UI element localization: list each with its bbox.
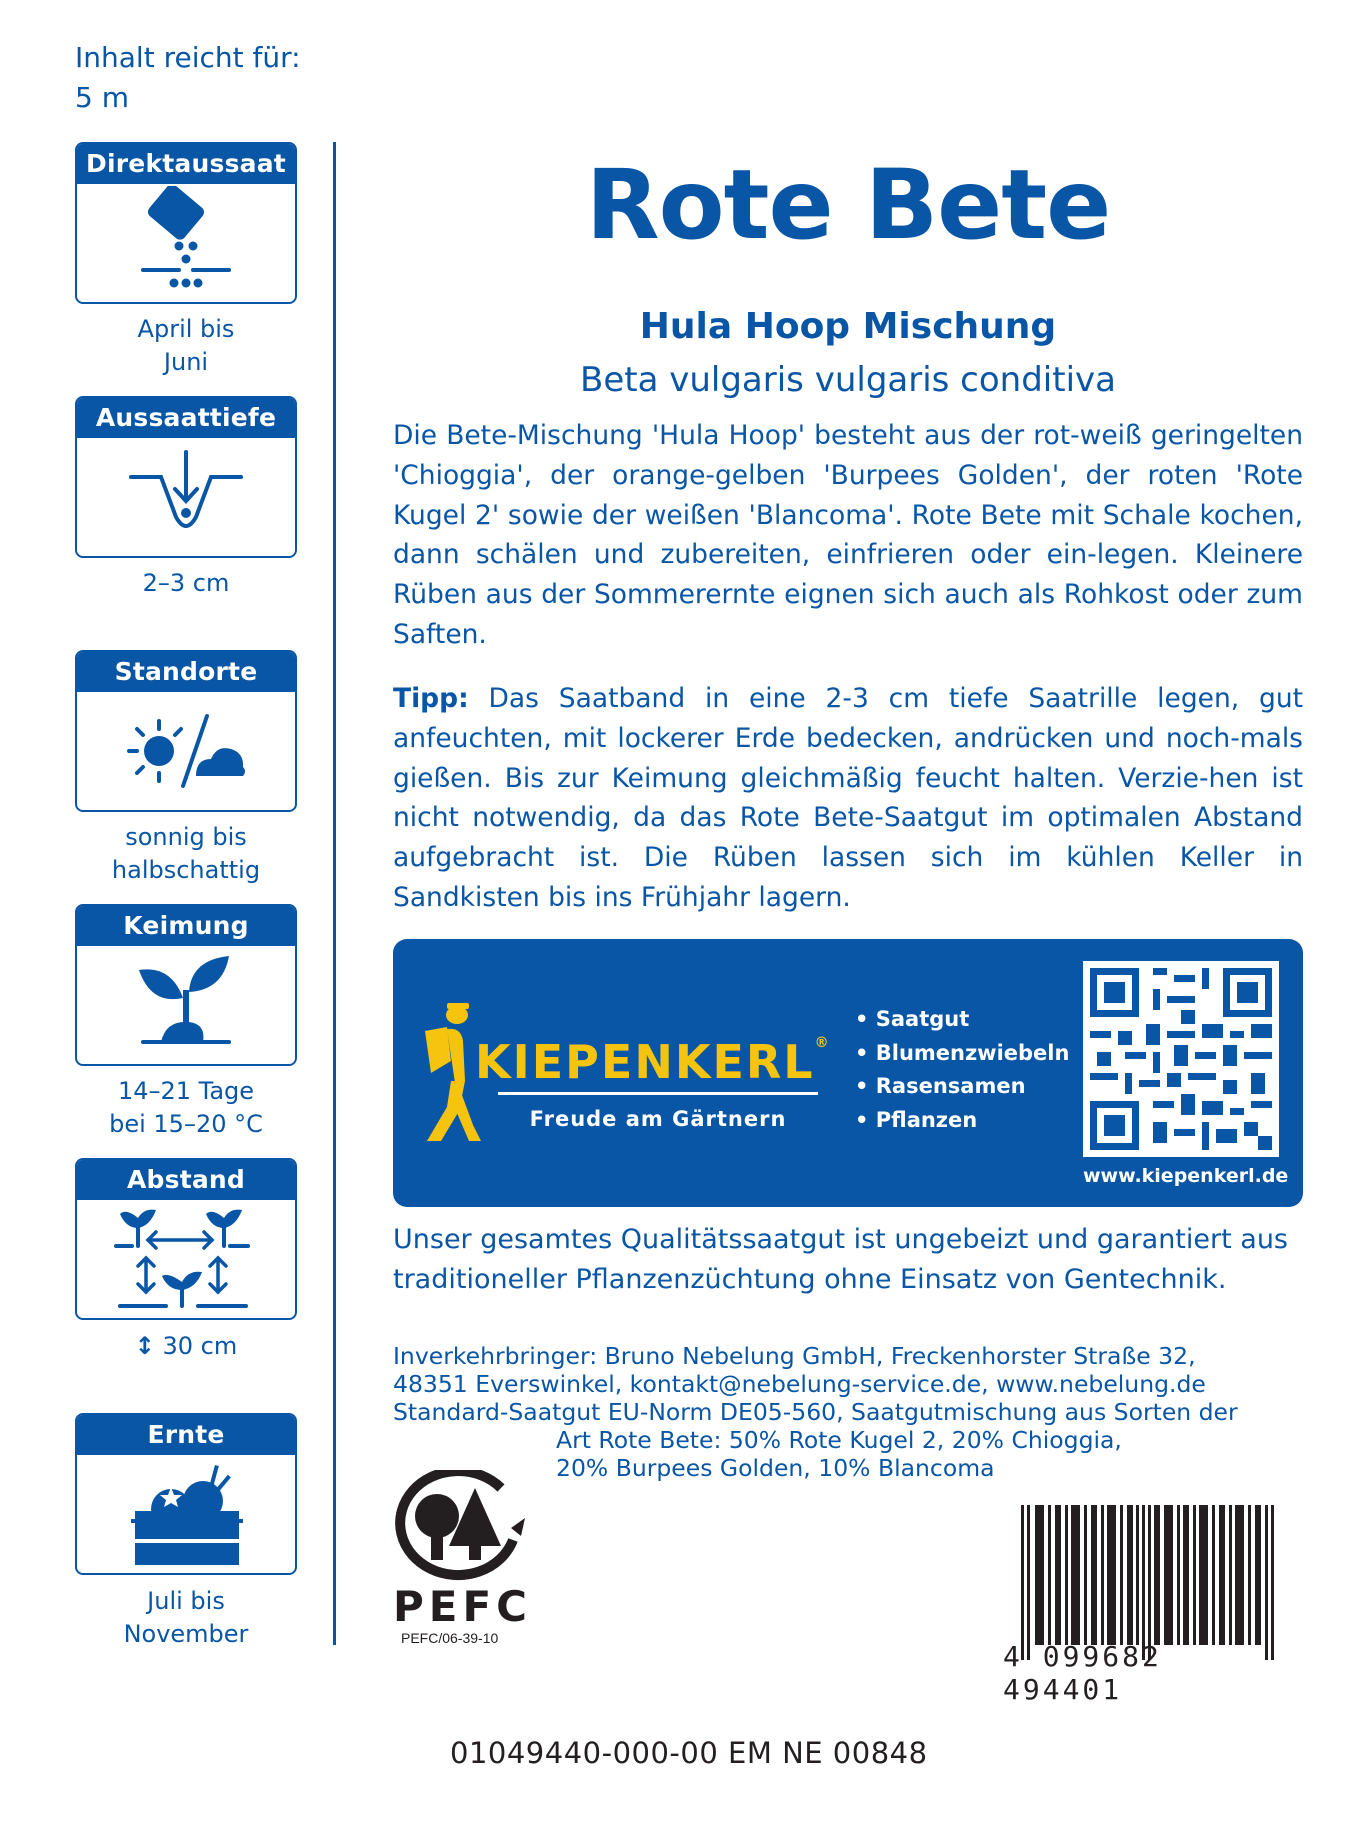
info-caption-sowing-depth: 2–3 cm [142, 569, 230, 597]
tip-text: Das Saatband in eine 2-3 cm tiefe Saatrille legen, gut anfeuchten, mit lockerer Erde bedecken, andrücken und noch-mals gießen. Bis zur Keimung gleichmäßig feucht halten. Verzie-hen ist nicht notwendig, da das Rote Bete-Saatgut im optimalen Abstand aufgebracht ist. Die Rüben lassen sich im kühlen Keller in Sandkisten bis ins Frühjahr lagern. [393, 683, 1303, 913]
info-box-direct-sowing [75, 142, 297, 304]
info-caption-direct-sowing: April bis Juni [137, 315, 235, 376]
harvest-crate-icon [111, 1459, 261, 1569]
info-box-harvest [75, 1413, 297, 1575]
barcode-number: 4 099682 494401 [1003, 1640, 1162, 1706]
coverage-info [75, 38, 301, 118]
pefc-label: PEFC [393, 1582, 532, 1631]
list-item: • Pflanzen [855, 1104, 1069, 1138]
tip-paragraph [393, 679, 1303, 918]
coverage-value: 5 m [75, 81, 129, 114]
qr-code-icon [1083, 961, 1279, 1157]
info-box-title: Aussaattiefe [77, 398, 295, 438]
info-box-spacing [75, 1158, 297, 1320]
barcode [1003, 1505, 1285, 1706]
quality-statement: Unser gesamtes Qualitätssaatgut ist ungebeizt und garantiert aus traditioneller Pflanzenzüchtung ohne Einsatz von Gentechnik. [393, 1224, 1288, 1295]
product-category-list [855, 1003, 1069, 1137]
spacing-icon [106, 1202, 266, 1317]
sowing-icon [111, 186, 261, 301]
variety-name: Hula Hoop Mischung [639, 306, 1057, 347]
column-divider [333, 142, 336, 1645]
seedling-icon [111, 950, 261, 1060]
product-title: Rote Bete [585, 149, 1111, 261]
qr-code[interactable] [1083, 961, 1279, 1157]
info-caption-harvest: Juli bis November [123, 1587, 249, 1648]
pefc-code: PEFC/06-39-10 [401, 1630, 499, 1646]
tip-label: Tipp: [393, 683, 469, 714]
list-item: • Blumenzwiebeln [855, 1037, 1069, 1071]
list-item: • Rasensamen [855, 1070, 1069, 1104]
latin-name: Beta vulgaris vulgaris conditiva [580, 360, 1116, 400]
info-box-title: Abstand [77, 1160, 295, 1200]
info-box-title: Standorte [77, 652, 295, 692]
brand-slogan: Freude am Gärtnern [529, 1107, 787, 1131]
info-box-location [75, 650, 297, 812]
vertical-arrow-icon: ↕ [134, 1332, 155, 1360]
info-caption-germination: 14–21 Tage bei 15–20 °C [109, 1077, 263, 1138]
info-box-germination [75, 904, 297, 1066]
brand-banner [393, 939, 1303, 1207]
info-box-sowing-depth [75, 396, 297, 558]
legal-info: Inverkehrbringer: Bruno Nebelung GmbH, Freckenhorster Straße 32, 48351 Everswinkel, kontakt@nebelung-service.de, www.nebelung.de Standard-Saatgut EU-Norm DE05-560, Saatgutmischung aus Sorten der Art Rote Bete: 50% Rote Kugel 2, 20% Chioggia, 20% Burpees Golden, 10% Blancoma [393, 1342, 1238, 1482]
coverage-label: Inhalt reicht für: [75, 41, 301, 74]
brand-underline [498, 1092, 818, 1095]
info-box-title: Keimung [77, 906, 295, 946]
pefc-trees-icon [393, 1470, 533, 1585]
brand-url-link[interactable]: www.kiepenkerl.de [1083, 1165, 1289, 1187]
sowing-depth-icon [111, 447, 261, 547]
sun-cloud-icon [111, 701, 261, 801]
list-item: • Saatgut [855, 1003, 1069, 1037]
pefc-logo [393, 1470, 533, 1670]
brand-name: KIEPENKERL® [475, 1035, 831, 1089]
info-box-title: Ernte [77, 1415, 295, 1455]
info-caption-location: sonnig bis halbschattig [111, 823, 261, 884]
description-paragraph: Die Bete-Mischung 'Hula Hoop' besteht aus der rot-weiß geringelten 'Chioggia', der orange-gelben 'Burpees Golden', der roten 'Rote Kugel 2' sowie der weißen 'Blancoma'. Rote Bete mit Schale kochen, dann schälen und zubereiten, einfrieren oder ein-legen. Kleinere Rüben aus der Sommerernte eignen sich auch als Rohkost oder zum Saften. [393, 420, 1303, 650]
article-code: 01049440-000-00 EM NE 00848 [450, 1736, 928, 1770]
info-caption-spacing: ↕ 30 cm [134, 1332, 238, 1360]
info-box-title: Direktaussaat [77, 144, 295, 184]
hiker-logo-icon [421, 1001, 481, 1143]
